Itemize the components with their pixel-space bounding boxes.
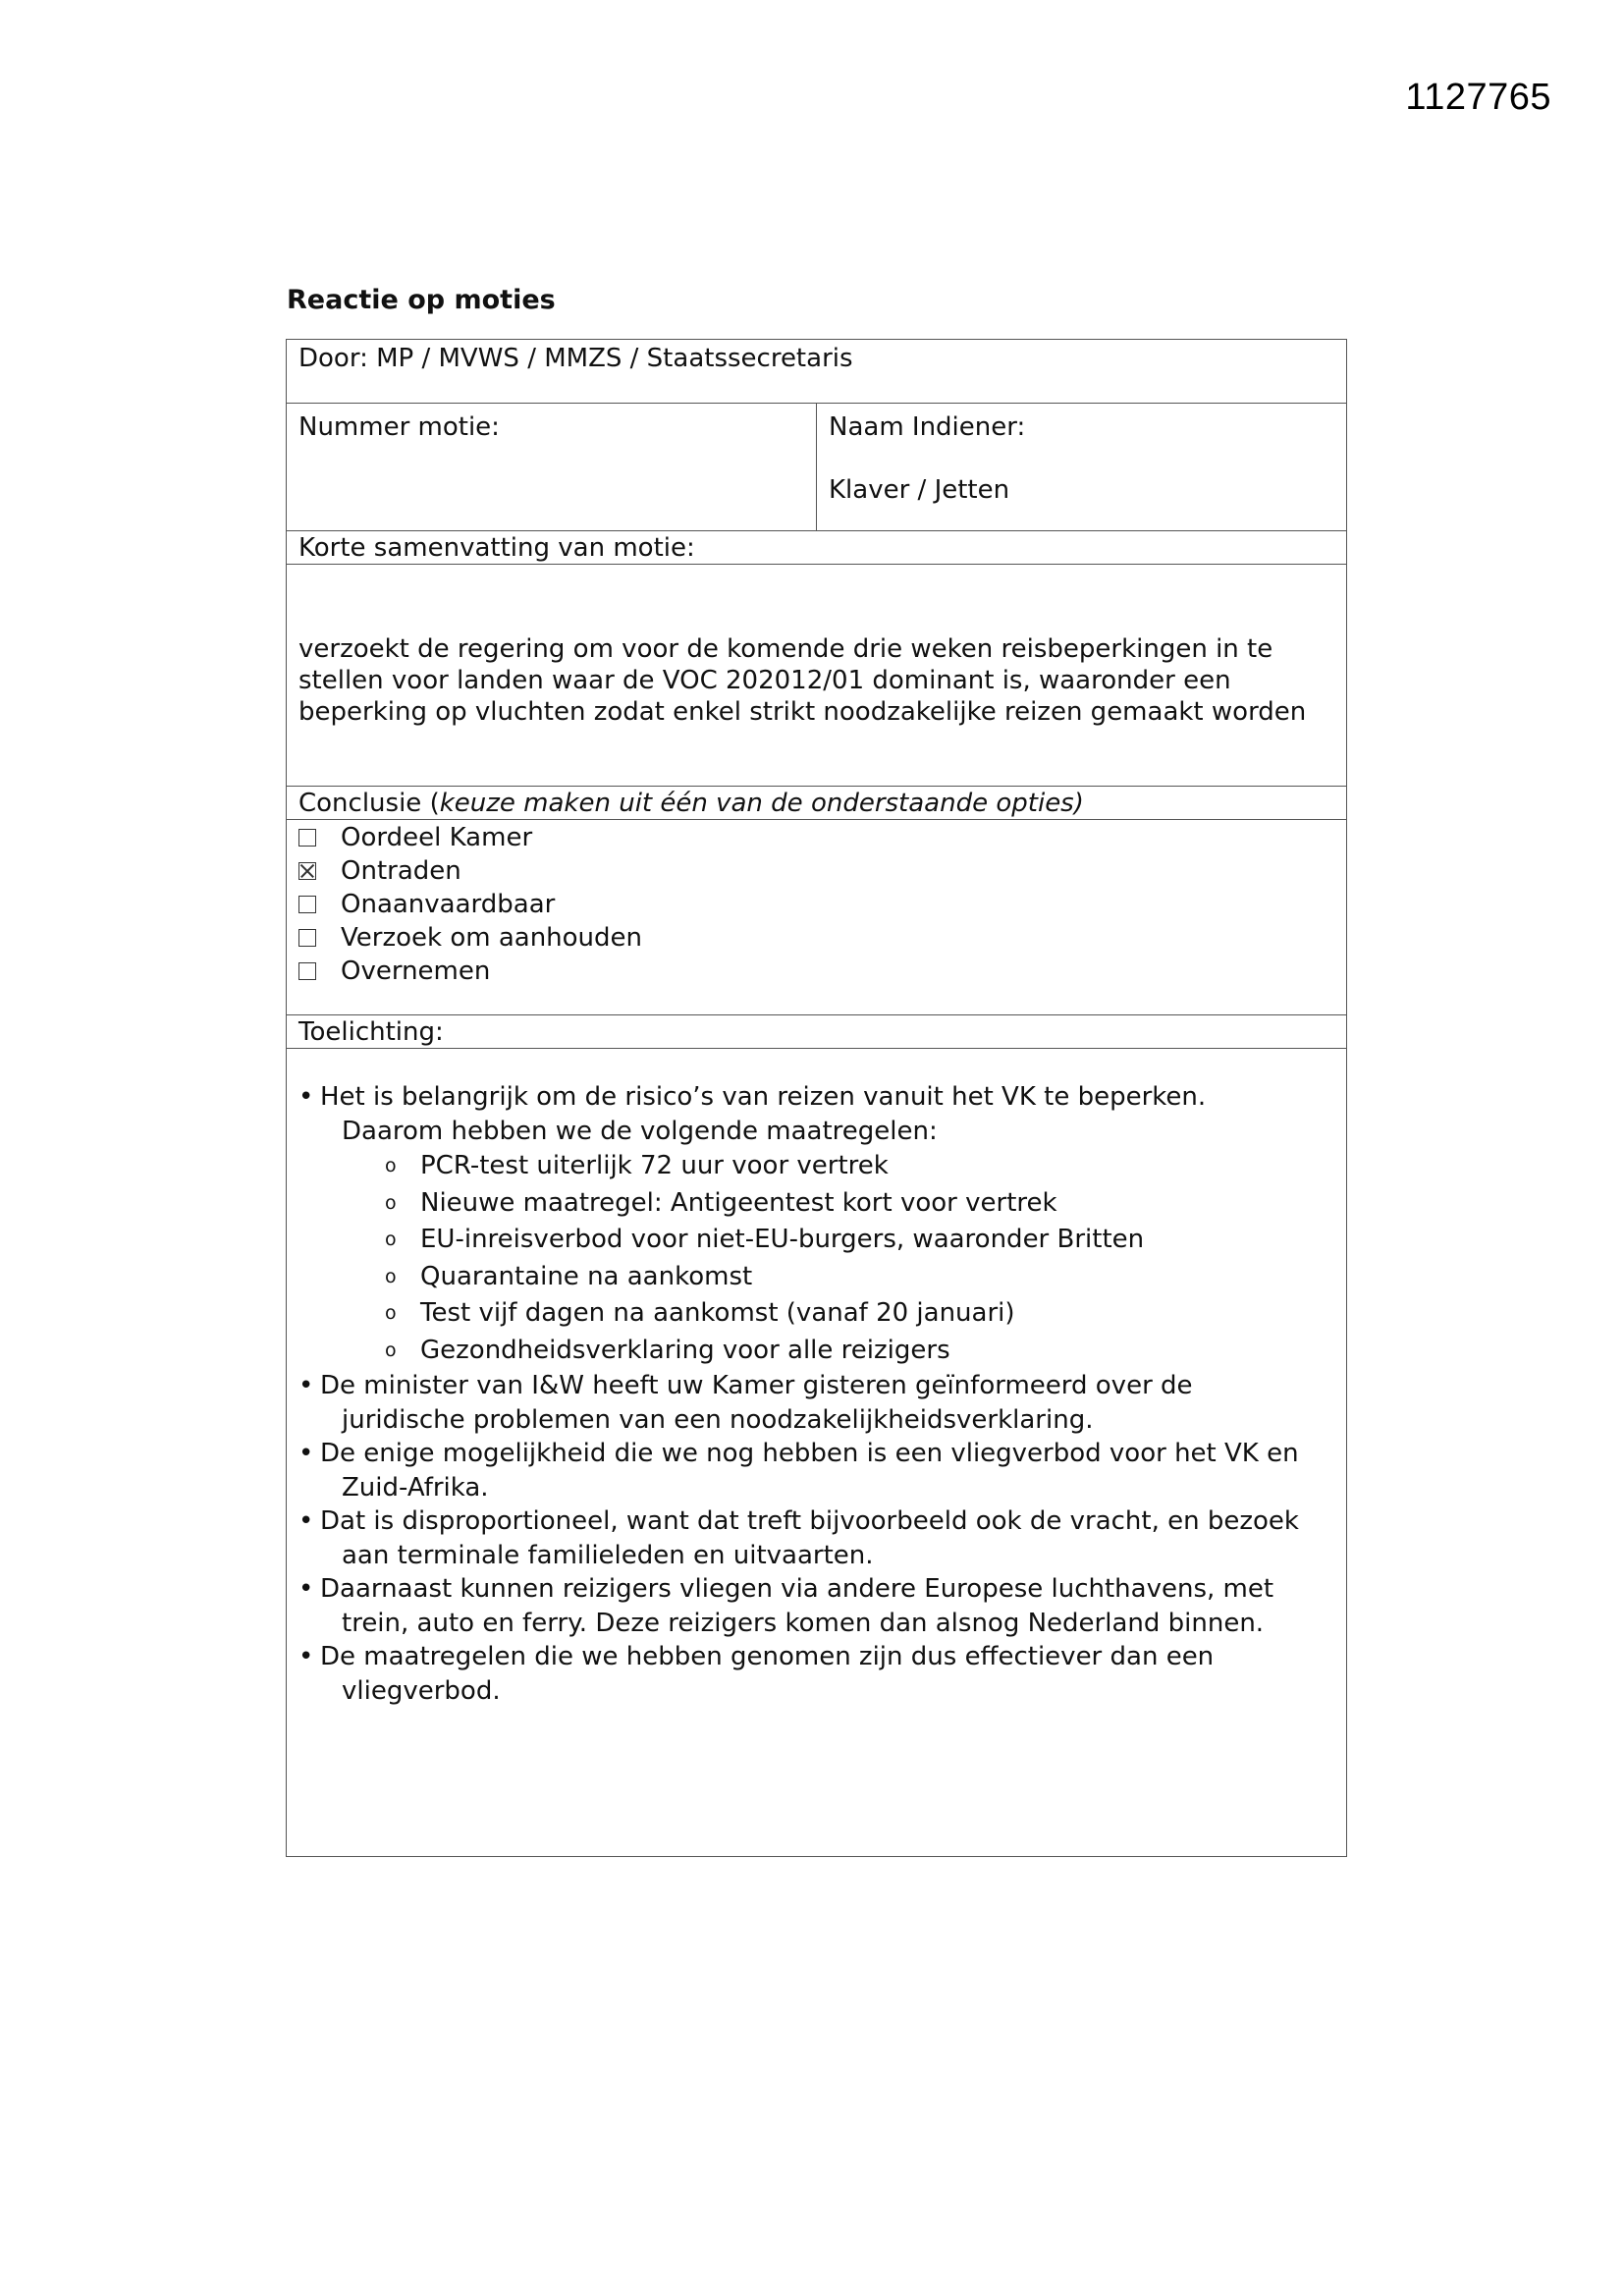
bullet-line: Het is belangrijk om de risico’s van reizen vanuit het VK te beperken. <box>320 1082 1207 1112</box>
circle-bullet-icon: o <box>385 1191 397 1214</box>
option-overnemen[interactable] <box>298 955 1334 988</box>
bullet-icon: • <box>298 1371 314 1400</box>
submitter-label: Naam Indiener: <box>829 412 1026 442</box>
summary-line: verzoekt de regering om voor de komende drie weken reisbeperkingen in te <box>298 634 1273 664</box>
checkbox-verzoek-om-aanhouden[interactable] <box>298 929 316 947</box>
document-number: 1127765 <box>1405 77 1551 118</box>
submitter-value: Klaver / Jetten <box>829 475 1010 505</box>
sub-list-item <box>298 1148 1334 1185</box>
motion-number-cell <box>287 404 817 530</box>
option-verzoek-om-aanhouden[interactable] <box>298 921 1334 955</box>
checkbox-overnemen[interactable] <box>298 962 316 980</box>
circle-bullet-icon: o <box>385 1265 397 1287</box>
summary-line: stellen voor landen waar de VOC 202012/01 dominant is, waaronder een <box>298 666 1231 695</box>
bullet-icon: • <box>298 1642 314 1671</box>
door-text: Door: MP / MVWS / MMZS / Staatssecretaris <box>298 344 853 373</box>
checkbox-ontraden-checked[interactable] <box>298 862 316 880</box>
circle-bullet-icon: o <box>385 1302 397 1324</box>
summary-row <box>287 565 1346 787</box>
option-label: Ontraden <box>341 855 461 886</box>
option-onaanvaardbaar[interactable] <box>298 888 1334 921</box>
explanation-label: Toelichting: <box>298 1017 444 1047</box>
checkbox-oordeel-kamer[interactable] <box>298 829 316 847</box>
bullet-line: Dat is disproportioneel, want dat treft bijvoorbeeld ook de vracht, en bezoek <box>320 1506 1299 1536</box>
sub-bullet-text: EU-inreisverbod voor niet-EU-burgers, waaronder Britten <box>420 1225 1145 1254</box>
bullet-line: De maatregelen die we hebben genomen zijn dus effectiever dan een <box>320 1642 1215 1671</box>
bullet-icon: • <box>298 1506 314 1536</box>
motion-details-row <box>287 404 1346 531</box>
submitter-cell <box>817 404 1346 530</box>
sub-bullet-text: Gezondheidsverklaring voor alle reizigers <box>420 1335 950 1365</box>
checkbox-onaanvaardbaar[interactable] <box>298 896 316 913</box>
sub-bullet-text: Nieuwe maatregel: Antigeentest kort voor vertrek <box>420 1187 1057 1218</box>
sub-list-item <box>298 1185 1334 1223</box>
page-title: Reactie op moties <box>287 285 556 315</box>
conclusion-options <box>287 820 1346 1015</box>
conclusion-label: Conclusie ( <box>298 789 440 818</box>
list-item <box>298 1437 1334 1504</box>
circle-bullet-icon: o <box>385 1339 397 1361</box>
option-label: Onaanvaardbaar <box>341 889 556 919</box>
bullet-icon: • <box>298 1574 314 1604</box>
bullet-icon: • <box>298 1439 314 1468</box>
option-label: Overnemen <box>341 956 491 986</box>
sub-list-item <box>298 1222 1334 1259</box>
sub-bullet-text: PCR-test uiterlijk 72 uur voor vertrek <box>420 1151 889 1180</box>
circle-bullet-icon: o <box>385 1155 397 1176</box>
list-item <box>298 1640 1334 1708</box>
option-ontraden[interactable] <box>298 854 1334 888</box>
sub-list-item <box>298 1259 1334 1296</box>
sub-list-item <box>298 1295 1334 1333</box>
sub-bullet-text: Test vijf dagen na aankomst (vanaf 20 januari) <box>420 1298 1015 1328</box>
bullet-line: De enige mogelijkheid die we nog hebben is een vliegverbod voor het VK en <box>320 1439 1299 1468</box>
list-item <box>298 1369 1334 1437</box>
list-item <box>298 1504 1334 1572</box>
summary-line: beperking op vluchten zodat enkel strikt noodzakelijke reizen gemaakt worden <box>298 697 1307 727</box>
bullet-line: Zuid-Afrika. <box>342 1472 489 1503</box>
bullet-line: De minister van I&W heeft uw Kamer gisteren geïnformeerd over de <box>320 1371 1193 1400</box>
explanation-row <box>287 1049 1346 1856</box>
option-label: Oordeel Kamer <box>341 822 533 852</box>
sub-list-item <box>298 1333 1334 1370</box>
summary-label: Korte samenvatting van motie: <box>298 533 695 563</box>
circle-bullet-icon: o <box>385 1229 397 1250</box>
conclusion-label-row <box>287 787 1346 820</box>
explanation-label-row <box>287 1015 1346 1049</box>
bullet-icon: • <box>298 1082 314 1112</box>
bullet-line: aan terminale familieleden en uitvaarten. <box>342 1540 874 1570</box>
bullet-line: vliegverbod. <box>342 1675 501 1706</box>
bullet-line: juridische problemen van een noodzakelijkheidsverklaring. <box>342 1404 1094 1435</box>
conclusion-hint: keuze maken uit één van de onderstaande opties) <box>439 789 1084 818</box>
sub-bullet-text: Quarantaine na aankomst <box>420 1261 753 1291</box>
bullet-line: Daarom hebben we de volgende maatregelen: <box>342 1116 938 1146</box>
option-label: Verzoek om aanhouden <box>341 922 643 953</box>
bullet-line: Daarnaast kunnen reizigers vliegen via andere Europese luchthavens, met <box>320 1574 1274 1604</box>
motion-number-label: Nummer motie: <box>298 412 500 442</box>
list-item <box>298 1572 1334 1640</box>
list-item <box>298 1080 1334 1148</box>
option-oordeel-kamer[interactable] <box>298 821 1334 854</box>
motion-form <box>286 339 1347 1857</box>
door-row <box>287 340 1346 404</box>
bullet-line: trein, auto en ferry. Deze reizigers komen dan alsnog Nederland binnen. <box>342 1608 1265 1638</box>
summary-label-row <box>287 531 1346 565</box>
